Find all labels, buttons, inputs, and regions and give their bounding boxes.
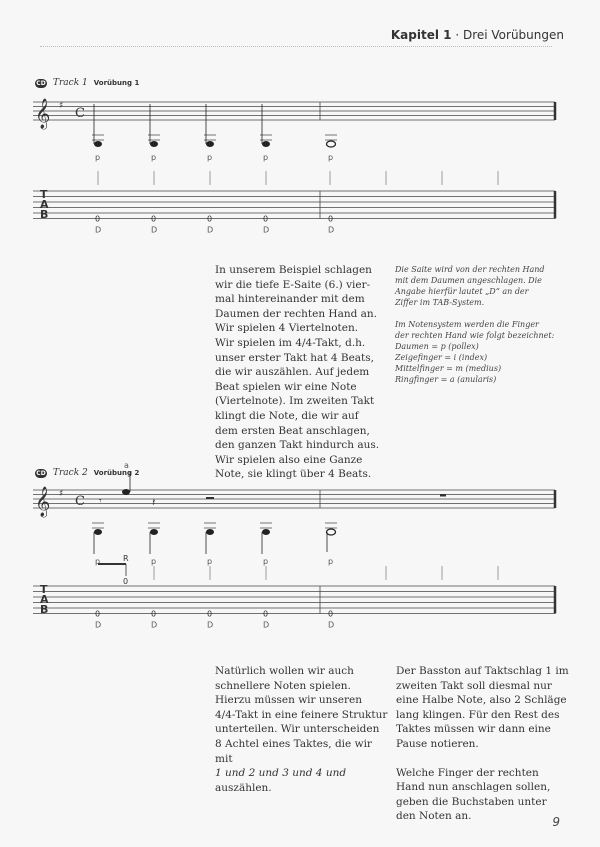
text-line: In unserem Beispiel schlagen	[215, 264, 372, 276]
text-line: der rechten Hand wie folgt bezeichnet:	[395, 331, 555, 340]
tab-finger-label: D	[263, 225, 270, 235]
note-head	[206, 141, 214, 147]
text-line: Wir spielen 4 Viertelnoten.	[215, 322, 359, 335]
note-head	[150, 529, 158, 535]
text-block-3	[396, 664, 569, 824]
text-line: den Noten an.	[396, 810, 472, 823]
finger-label: p	[207, 153, 213, 162]
tab-letter: A	[40, 593, 49, 606]
tab-finger-label: D	[151, 225, 158, 235]
text-line: Taktes müssen wir dann eine	[396, 723, 551, 736]
text-line: Die Saite wird von der rechten Hand	[395, 265, 545, 274]
page-number: 9	[552, 815, 560, 829]
text-line: geben die Buchstaben unter	[396, 795, 547, 808]
tab-fret-number: 0	[263, 214, 269, 224]
track-label: Track 2	[53, 468, 88, 478]
tab-fret-number: 0	[95, 609, 101, 619]
note-head	[150, 141, 158, 147]
header-separator: ·	[451, 28, 463, 42]
tab-fret-number: 0	[95, 214, 101, 224]
tab-fret-number: 0	[328, 214, 334, 224]
side-note-1	[395, 264, 554, 385]
tab-finger-label: D	[151, 620, 158, 630]
text-line: Ziffer im TAB-System.	[395, 298, 485, 307]
tab-fret-number: 0	[207, 609, 213, 619]
header-divider	[40, 46, 552, 47]
text-line: Daumen der rechten Hand an.	[215, 307, 378, 320]
text-line: unser erster Takt hat 4 Beats,	[215, 351, 374, 364]
text-line: 8 Achtel eines Taktes, die wir	[215, 737, 372, 750]
text-line: Ringfinger = a (anularis)	[395, 375, 497, 384]
text-block-2	[215, 664, 387, 795]
text-line: die wir auszählen. Auf jedem	[215, 366, 370, 379]
exercise-title: Vorübung 1	[93, 79, 140, 87]
half-note-head	[327, 529, 336, 535]
text-line: wir die tiefe E-Saite (6.) vier-	[215, 278, 371, 291]
spacer	[396, 752, 569, 766]
text-line: auszählen.	[215, 781, 272, 794]
tab-letter: B	[40, 603, 49, 616]
note-head	[262, 529, 270, 535]
text-line: Hierzu müssen wir unseren	[215, 694, 363, 707]
note-head	[94, 529, 102, 535]
finger-label: p	[263, 153, 269, 162]
time-signature: C	[75, 494, 85, 509]
tab-finger-label: D	[95, 225, 102, 235]
text-line: lang klingen. Für den Rest des	[396, 708, 560, 721]
sharp-icon: ♯	[59, 101, 64, 111]
sharp-icon: ♯	[59, 489, 64, 499]
rest-label: R	[123, 554, 129, 563]
upper-finger-label: a	[124, 461, 129, 470]
tab-fret-number: 0	[328, 609, 334, 619]
track-1-heading	[35, 78, 139, 88]
text-line: dem ersten Beat anschlagen,	[215, 424, 370, 437]
spacer	[395, 308, 554, 319]
note-head	[262, 141, 270, 147]
text-line: Note, sie klingt über 4 Beats.	[215, 468, 372, 481]
text-line: 4/4-Takt in eine feinere Struktur	[215, 708, 388, 721]
half-rest-icon	[440, 494, 446, 497]
tab-finger-label: D	[328, 620, 335, 630]
note-head	[122, 489, 130, 495]
tab-fret-number: 0	[123, 577, 129, 586]
text-line: eine Halbe Note, also 2 Schläge	[396, 694, 567, 707]
finger-label: p	[263, 557, 269, 566]
score-example-1	[0, 90, 600, 260]
note-head	[94, 141, 102, 147]
tab-letter: B	[40, 208, 49, 221]
treble-clef-icon: 𝄞	[35, 487, 51, 517]
text-line: zweiten Takt soll diesmal nur	[396, 679, 552, 692]
text-line: Welche Finger der rechten	[396, 766, 539, 779]
eighth-rest-icon: 𝄾	[99, 496, 102, 507]
tab-fret-number: 0	[263, 609, 269, 619]
text-block-1	[215, 263, 379, 482]
finger-label: p	[151, 153, 157, 162]
text-line: Angabe hierfür lautet „D“ an der	[395, 287, 529, 296]
chapter-header	[391, 28, 564, 42]
text-line: Mittelfinger = m (medius)	[395, 364, 502, 373]
tab-finger-label: D	[207, 620, 214, 630]
treble-clef-icon: 𝄞	[35, 99, 51, 129]
text-line: mit	[215, 752, 233, 765]
tab-fret-number: 0	[151, 214, 157, 224]
chapter-title: Drei Vorübungen	[462, 28, 564, 42]
tab-letter: T	[40, 583, 48, 596]
cd-icon: CD	[36, 79, 46, 87]
finger-label: p	[95, 153, 101, 162]
text-line: klingt die Note, die wir auf	[215, 409, 359, 422]
whole-note-head	[327, 141, 336, 147]
text-line: den ganzen Takt hindurch aus.	[215, 439, 380, 452]
tab-letter: A	[40, 198, 49, 211]
tab-fret-number: 0	[207, 214, 213, 224]
tab-fret-number: 0	[151, 609, 157, 619]
chapter-label: Kapitel 1	[390, 28, 452, 42]
finger-label: p	[328, 557, 334, 566]
text-line: Daumen = p (pollex)	[395, 342, 479, 351]
tab-finger-label: D	[95, 620, 102, 630]
track-label: Track 1	[53, 78, 88, 88]
tab-letter: T	[40, 188, 48, 201]
finger-label: p	[207, 557, 213, 566]
finger-label: p	[95, 557, 101, 566]
text-line: mit dem Daumen angeschlagen. Die	[395, 276, 542, 285]
text-line: Im Notensystem werden die Finger	[395, 320, 539, 329]
text-line: Der Basston auf Taktschlag 1 im	[396, 665, 569, 677]
cd-icon: CD	[36, 469, 46, 477]
finger-label: p	[328, 153, 334, 162]
count-line: 1 und 2 und 3 und 4 und	[215, 767, 347, 780]
half-rest-icon	[206, 497, 214, 499]
note-head	[206, 529, 214, 535]
tab-finger-label: D	[207, 225, 214, 235]
text-line: Beat spielen wir eine Note	[215, 380, 357, 393]
text-line: Wir spielen also eine Ganze	[215, 453, 363, 466]
exercise-title: Vorübung 2	[93, 469, 140, 477]
text-line: Zeigefinger = i (index)	[395, 353, 488, 362]
time-signature: C	[75, 106, 85, 121]
text-line: Pause notieren.	[396, 737, 479, 750]
text-line: Wir spielen im 4/4-Takt, d.h.	[215, 336, 366, 349]
tab-finger-label: D	[263, 620, 270, 630]
tab-finger-label: D	[328, 225, 335, 235]
finger-label: p	[151, 557, 157, 566]
text-line: mal hintereinander mit dem	[215, 293, 365, 306]
text-line: (Viertelnote). Im zweiten Takt	[215, 395, 375, 408]
text-line: Hand nun anschlagen sollen,	[396, 781, 551, 794]
text-line: schnellere Noten spielen.	[215, 679, 351, 692]
quarter-rest-icon: 𝄽	[152, 496, 156, 509]
text-line: Natürlich wollen wir auch	[215, 665, 354, 677]
text-line: unterteilen. Wir unterscheiden	[215, 723, 380, 736]
